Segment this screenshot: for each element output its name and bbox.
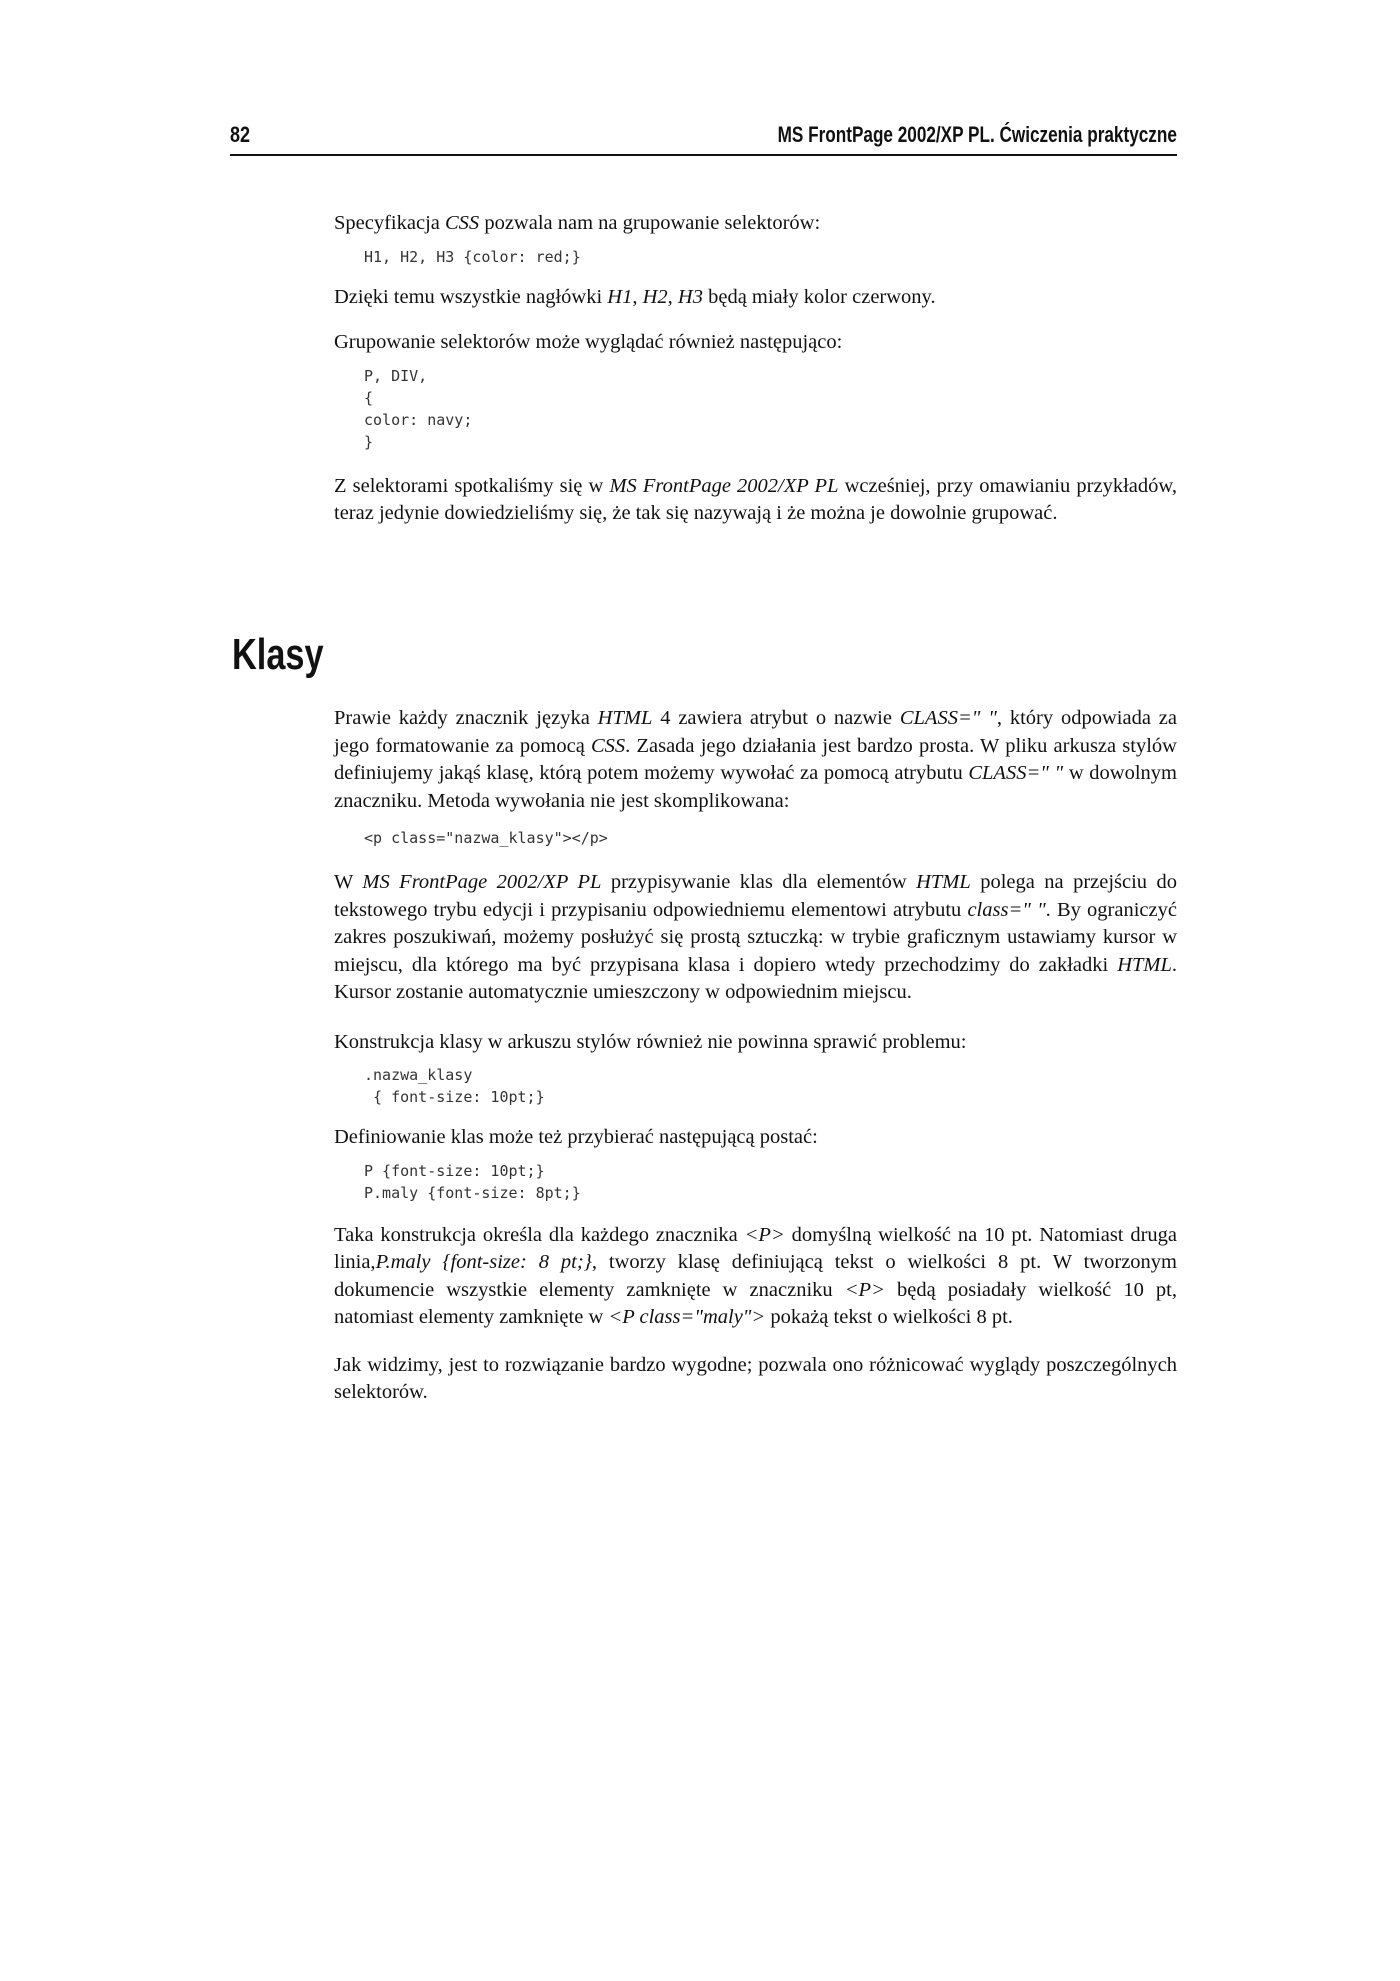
running-header	[230, 118, 1177, 156]
paragraph: Prawie każdy znacznik języka HTML 4 zawiera atrybut o nazwie CLASS=" ", który odpowiada za jego formatowanie za pomocą CSS. Zasada jego działania jest bardzo prosta. W pliku arkusza stylów definiujemy jakąś klasę, którą potem możemy wywołać za pomocą atrybutu CLASS=" " w dowolnym znaczniku. Metoda wywołania nie jest skomplikowana:	[334, 707, 1177, 812]
code-sample: P {font-size: 10pt;} P.maly {font-size: 8pt;}	[364, 1161, 581, 1202]
page-body	[334, 210, 1177, 528]
code-sample: .nazwa_klasy { font-size: 10pt;}	[364, 1066, 545, 1106]
paragraph: Definiowanie klas może też przybierać następującą postać:	[334, 1126, 818, 1148]
paragraph: Jak widzimy, jest to rozwiązanie bardzo wygodne; pozwala ono różnicować wyglądy poszczególnych selektorów.	[334, 1353, 1177, 1403]
paragraph: W MS FrontPage 2002/XP PL przypisywanie klas dla elementów HTML polega na przejściu do tekstowego trybu edycji i przypisaniu odpowiedniemu elementowi atrybutu class=" ". By ograniczyć zakres poszukiwań, możemy posłużyć się prostą sztuczką: w trybie graficznym ustawiamy kursor w miejscu, dla którego ma być przypisana klasa i dopiero wtedy przechodzimy do zakładki HTML. Kursor zostanie automatycznie umieszczony w odpowiednim miejscu.	[334, 871, 1177, 1003]
section-heading: Klasy	[232, 630, 324, 679]
code-sample: H1, H2, H3 {color: red;}	[364, 247, 581, 266]
code-sample: <p class="nazwa_klasy"></p>	[364, 829, 608, 847]
book-title: MS FrontPage 2002/XP PL. Ćwiczenia praktyczne	[777, 122, 1177, 147]
section-body	[334, 705, 1177, 1407]
paragraph: Grupowanie selektorów może wyglądać również następująco:	[334, 331, 843, 353]
paragraph: Dzięki temu wszystkie nagłówki H1, H2, H3 będą miały kolor czerwony.	[334, 285, 936, 308]
page-number: 82	[230, 122, 251, 147]
paragraph: Specyfikacja CSS pozwala nam na grupowanie selektorów:	[334, 212, 821, 234]
paragraph: Taka konstrukcja określa dla każdego znacznika <P> domyślną wielkość na 10 pt. Natomiast druga linia,P.maly {font-size: 8 pt;}, tworzy klasę definiującą tekst o wielkości 8 pt. W tworzonym dokumencie wszystkie elementy zamknięte w znaczniku <P> będą posiadały wielkość 10 pt, natomiast elementy zamknięte w <P class="maly"> pokażą tekst o wielkości 8 pt.	[334, 1223, 1177, 1328]
paragraph: Konstrukcja klasy w arkuszu stylów również nie powinna sprawić problemu:	[334, 1030, 967, 1053]
paragraph: Z selektorami spotkaliśmy się w MS FrontPage 2002/XP PL wcześniej, przy omawianiu przykładów, teraz jedynie dowiedzieliśmy się, że tak się nazywają i że można je dowolnie grupować.	[334, 474, 1177, 524]
code-sample: P, DIV, { color: navy; }	[364, 366, 473, 451]
